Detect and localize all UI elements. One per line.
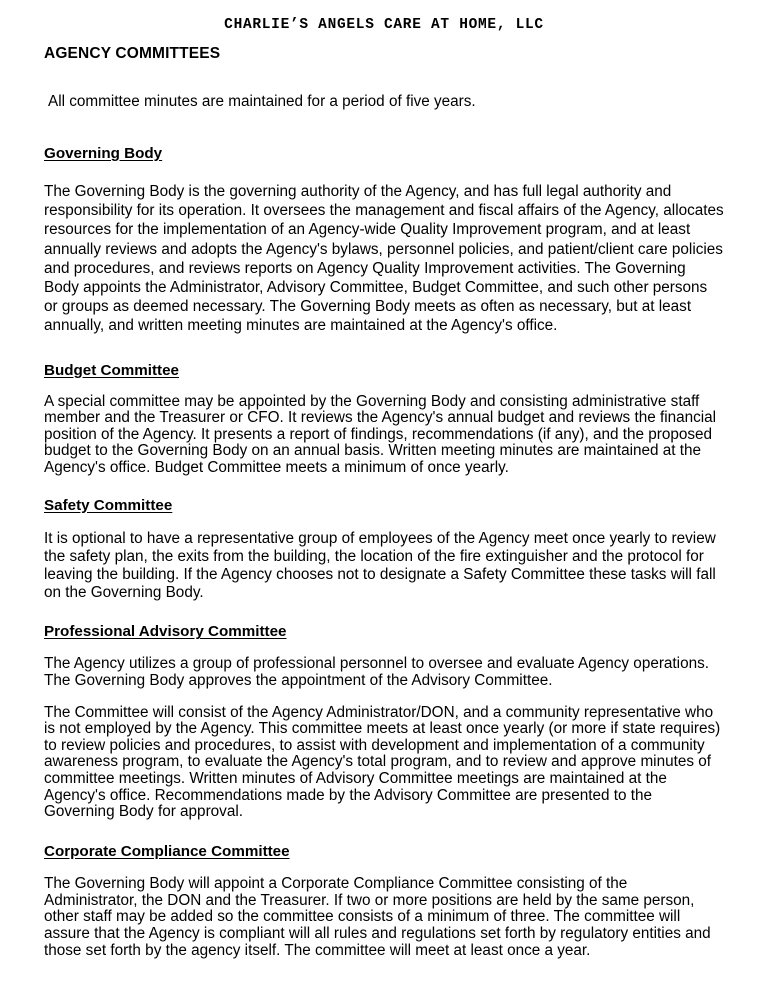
- section-paragraph: The Governing Body is the governing authority of the Agency, and has full legal authority and responsibility for its operation. It oversees the management and fiscal affairs of the Agency, allocates resources for the implementation of an Agency-wide Quality Improvement program, and at least annually reviews and adopts the Agency's bylaws, personnel policies, and patient/client care policies and procedures, and reviews reports on Agency Quality Improvement activities. The Governing Body appoints the Administrator, Advisory Committee, Budget Committee, and such other persons or groups as deemed necessary. The Governing Body meets as often as necessary, but at least annually, and written meeting minutes are maintained at the Agency's office.: [44, 183, 724, 335]
- section-paragraph: The Governing Body will appoint a Corporate Compliance Committee consisting of the Administrator, the DON and the Treasurer. If two or more positions are held by the same person, other staff may be added so the committee consists of a minimum of three. The committee will assure that the Agency is compliant will all rules and regulations set forth by regulatory entities and those set forth by the agency itself. The committee will meet at least once a year.: [44, 874, 711, 959]
- document-content: [44, 44, 724, 960]
- section-heading-governing-body: [44, 145, 724, 163]
- section-governing-body: [44, 145, 724, 336]
- section-heading-corporate-compliance-committee: [44, 843, 724, 861]
- section-heading-safety-committee: [44, 497, 724, 515]
- section-paragraph: A special committee may be appointed by the Governing Body and consisting administrative staff member and the Treasurer or CFO. It reviews the Agency's annual budget and reviews the financial position of the Agency. It presents a report of findings, recommendations (if any), and the proposed budget to the Governing Body on an annual basis. Written meeting minutes are maintained at the Agency's office. Budget Committee meets a minimum of once yearly.: [44, 392, 717, 476]
- section-heading-text: Professional Advisory Committee: [44, 623, 287, 641]
- section-paragraph: The Agency utilizes a group of professional personnel to oversee and evaluate Agency operations. The Governing Body approves the appointment of the Advisory Committee.: [44, 655, 709, 689]
- section-heading-text: Budget Committee: [44, 361, 180, 379]
- section-heading-text: Governing Body: [44, 145, 163, 162]
- company-header: CHARLIE’S ANGELS CARE AT HOME, LLC: [224, 17, 544, 33]
- section-paragraph: It is optional to have a representative group of employees of the Agency meet once yearly to review the safety plan, the exits from the building, the location of the fire extinguisher and the protocol for leaving the building. If the Agency chooses not to designate a Safety Committee these tasks will fall on the Governing Body.: [44, 529, 716, 602]
- section-corporate-compliance-committee: [44, 843, 724, 960]
- section-paragraph: The Committee will consist of the Agency Administrator/DON, and a community representative who is not employed by the Agency. This committee meets at least once yearly (or more if state requires) to review policies and procedures, to assist with development and implementation of a community awareness program, to evaluate the Agency's total program, and to review and approve minutes of committee meetings. Written minutes of Advisory Committee meetings are maintained at the Agency's office. Recommendations made by the Advisory Committee are presented to the Governing Body for approval.: [44, 703, 721, 821]
- section-budget-committee: [44, 362, 724, 477]
- section-heading-text: Corporate Compliance Committee: [44, 842, 290, 860]
- intro-paragraph: All committee minutes are maintained for a period of five years.: [48, 93, 476, 110]
- section-professional-advisory-committee: [44, 623, 724, 820]
- section-heading-professional-advisory-committee: [44, 623, 724, 641]
- page-title: AGENCY COMMITTEES: [44, 45, 221, 62]
- section-safety-committee: [44, 497, 724, 603]
- section-heading-budget-committee: [44, 362, 724, 380]
- section-heading-text: Safety Committee: [44, 496, 173, 514]
